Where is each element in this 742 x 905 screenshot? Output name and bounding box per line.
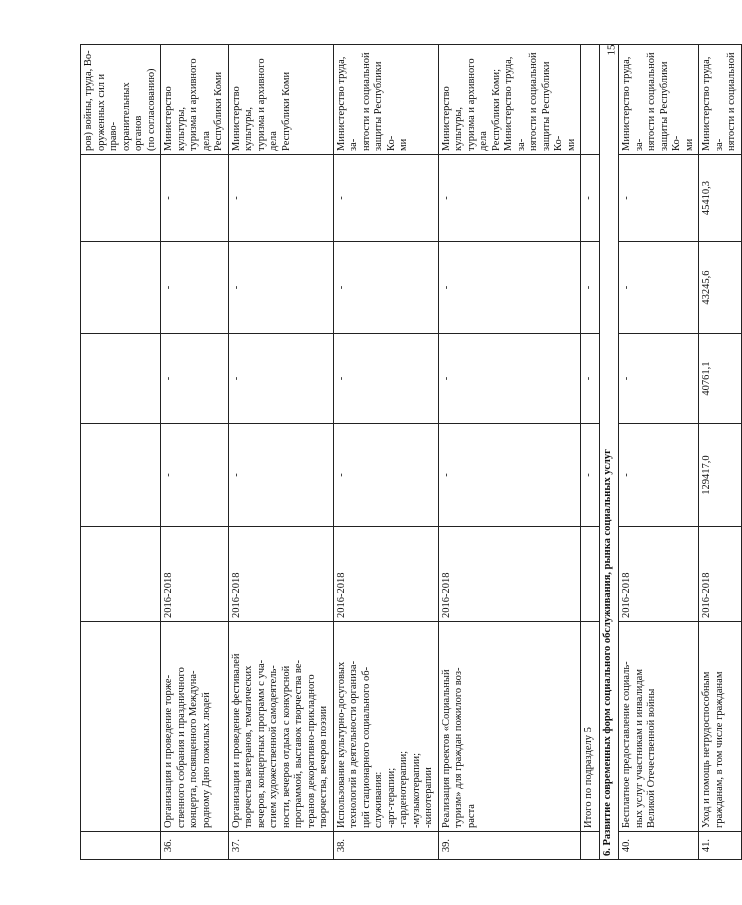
row-number: 41. bbox=[699, 832, 742, 860]
period-cell: 2016-2018 bbox=[699, 527, 742, 622]
amount-2016: - bbox=[438, 334, 581, 424]
amount-total: - bbox=[161, 424, 229, 527]
period-cell: 2016-2018 bbox=[161, 527, 229, 622]
amount-2018: - bbox=[438, 155, 581, 242]
period-cell: 2016-2018 bbox=[619, 527, 699, 622]
event-cell: Бесплатное предоставление социаль- ных услуг участникам и инвалидам Великой Отечественной войны bbox=[619, 622, 699, 832]
amount-2018: - bbox=[228, 155, 333, 242]
section-title: 6. Развитие современных форм социального обслуживания, рынка социальных услуг bbox=[600, 45, 619, 860]
amount-2018: - bbox=[619, 155, 699, 242]
executor-cell: Министерство труда, за- нятости и социальной защиты Республики Ко- ми bbox=[619, 45, 699, 155]
table-row bbox=[161, 45, 229, 860]
row-number: 39. bbox=[438, 832, 581, 860]
period-cell: 2016-2018 bbox=[438, 527, 581, 622]
amount-2016: 40761,1 bbox=[699, 334, 742, 424]
row-number: 37. bbox=[228, 832, 333, 860]
amount-2017: - bbox=[333, 242, 438, 334]
amount-2016: - bbox=[619, 334, 699, 424]
amount-2016: - bbox=[333, 334, 438, 424]
amount-2017: 43245,6 bbox=[699, 242, 742, 334]
amount-2016: - bbox=[161, 334, 229, 424]
subtotal-label: Итого по подразделу 5 bbox=[581, 622, 600, 832]
amount-total: - bbox=[333, 424, 438, 527]
table-row bbox=[438, 45, 581, 860]
executor-cell: Министерство культуры, туризма и архивного дела Республики Коми; Министерство труда, за- нятости и социальной защиты Республики Ко- ми bbox=[438, 45, 581, 155]
amount-2017: - bbox=[161, 242, 229, 334]
executor-cell: Министерство труда, за- нятости и социальной bbox=[699, 45, 742, 155]
row-number: 36. bbox=[161, 832, 229, 860]
executor-cell: Министерство культуры, туризма и архивного дела Республики Коми bbox=[228, 45, 333, 155]
amount-2017: - bbox=[619, 242, 699, 334]
program-table bbox=[80, 44, 742, 860]
amount-2018: 45410,3 bbox=[699, 155, 742, 242]
subtotal-2016: - bbox=[581, 334, 600, 424]
amount-2017: - bbox=[228, 242, 333, 334]
amount-total: - bbox=[619, 424, 699, 527]
amount-total: - bbox=[438, 424, 581, 527]
amount-2016: - bbox=[228, 334, 333, 424]
row-number: 40. bbox=[619, 832, 699, 860]
amount-total: - bbox=[228, 424, 333, 527]
executor-cell: ров) войны, труда, Во- оруженных сил и право- охранительных органов (по согласованию) bbox=[81, 45, 161, 155]
page-number: 15 bbox=[605, 44, 618, 56]
period-cell: 2016-2018 bbox=[228, 527, 333, 622]
amount-2018: - bbox=[333, 155, 438, 242]
amount-2018: - bbox=[161, 155, 229, 242]
event-cell: Организация и проведение фестивалей творчества ветеранов, тематических вечеров, концертных программ с уча- стием художественной самодеятель- ности, вечеров отдыха с конкурсной программой, выставок творчества ве- теранов декоративно-прикладного творчества, вечеров поэзии bbox=[228, 622, 333, 832]
table-row bbox=[699, 45, 742, 860]
subtotal-2018: - bbox=[581, 155, 600, 242]
table-row bbox=[81, 45, 161, 860]
row-number: 38. bbox=[333, 832, 438, 860]
subtotal-total: - bbox=[581, 424, 600, 527]
subtotal-2017: - bbox=[581, 242, 600, 334]
event-cell: Организация и проведение торже- ственного собрания и праздничного концерта, посвященного Междуна- родному Дню пожилых людей bbox=[161, 622, 229, 832]
event-cell: Реализация проектов «Социальный туризм» для граждан пожилого воз- раста bbox=[438, 622, 581, 832]
executor-cell: Министерство труда, за- нятости и социальной защиты Республики Ко- ми bbox=[333, 45, 438, 155]
subtotal-row bbox=[581, 45, 600, 860]
event-cell: Уход и помощь нетрудоспособным гражданам, в том числе гражданам bbox=[699, 622, 742, 832]
table-row bbox=[333, 45, 438, 860]
section-heading-row bbox=[600, 45, 619, 860]
executor-cell: Министерство культуры, туризма и архивного дела Республики Коми bbox=[161, 45, 229, 155]
amount-2017: - bbox=[438, 242, 581, 334]
period-cell: 2016-2018 bbox=[333, 527, 438, 622]
event-cell: Использование культурно-досуговых технологий в деятельности организа- ций стационарного социального об- служивания: -арт-терапии; -гарденотерапии; -музыкотерапии; -кинотерапии bbox=[333, 622, 438, 832]
table-row bbox=[228, 45, 333, 860]
amount-total: 129417,0 bbox=[699, 424, 742, 527]
table-row bbox=[619, 45, 699, 860]
